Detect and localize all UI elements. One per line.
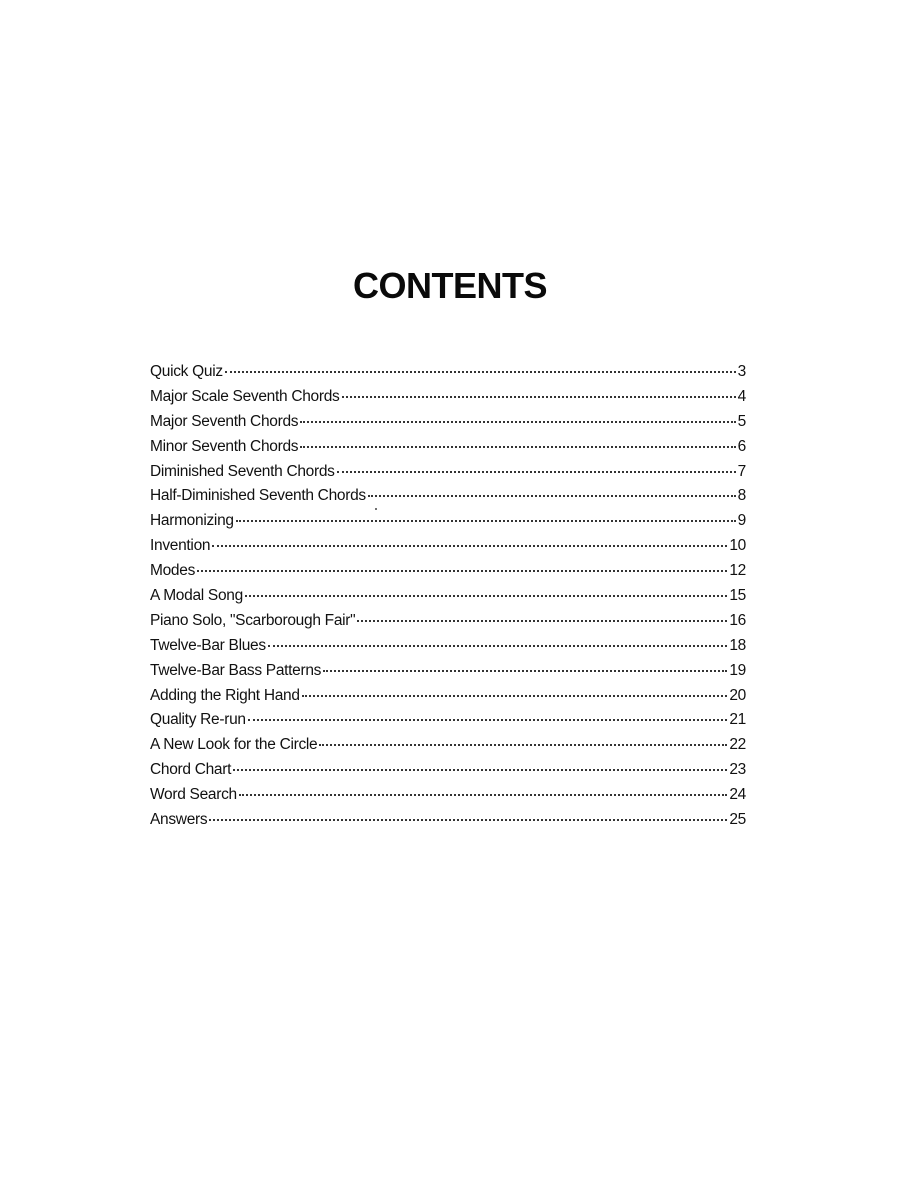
dot-leader <box>212 531 727 547</box>
dot-leader <box>268 631 728 647</box>
dot-leader <box>368 481 736 497</box>
dot-leader <box>197 556 727 572</box>
toc-entry-title: Harmonizing <box>150 512 234 530</box>
toc-entry-title: Major Scale Seventh Chords <box>150 387 340 405</box>
dot-leader <box>342 382 736 398</box>
toc-entry-title: Piano Solo, "Scarborough Fair" <box>150 611 356 629</box>
toc-entry-title: Twelve-Bar Blues <box>150 636 266 654</box>
toc-entry-page-number: 22 <box>729 736 746 754</box>
toc-entry-page-number: 12 <box>729 562 746 580</box>
scan-speck <box>375 508 377 510</box>
toc-entry-title: A New Look for the Circle <box>150 736 318 754</box>
toc-entry-title: Chord Chart <box>150 761 232 779</box>
toc-entry-title: Minor Seventh Chords <box>150 437 299 455</box>
toc-entry-title: Twelve-Bar Bass Patterns <box>150 661 322 679</box>
dot-leader <box>225 357 736 373</box>
dot-leader <box>239 780 727 796</box>
toc-entry-title: Word Search <box>150 786 237 804</box>
toc-entry-page-number: 10 <box>729 537 746 555</box>
toc-entry-title: Quick Quiz <box>150 363 223 380</box>
toc-entry-page-number: 20 <box>729 686 746 704</box>
toc-entry <box>150 808 746 833</box>
toc-entry-title: Diminished Seventh Chords <box>150 462 335 480</box>
toc-entry-page-number: 7 <box>737 462 746 480</box>
toc-entry-title: Invention <box>150 537 211 555</box>
toc-entry-title: Half-Diminished Seventh Chords <box>150 487 366 505</box>
toc-entry-page-number: 25 <box>729 811 746 829</box>
toc-entry-title: Adding the Right Hand <box>150 686 300 704</box>
dot-leader <box>323 656 727 672</box>
toc-entry-title: A Modal Song <box>150 587 243 605</box>
toc-entry-title: Quality Re-run <box>150 711 246 729</box>
toc-entry-title: Major Seventh Chords <box>150 412 299 430</box>
toc-entry-page-number: 16 <box>729 611 746 629</box>
toc-entry-page-number: 5 <box>737 412 746 430</box>
toc-entry-page-number: 23 <box>729 761 746 779</box>
dot-leader <box>236 506 736 522</box>
dot-leader <box>245 581 727 597</box>
table-of-contents <box>150 360 746 833</box>
dot-leader <box>300 432 735 448</box>
dot-leader <box>209 805 727 821</box>
dot-leader <box>300 407 735 423</box>
dot-leader <box>248 705 728 721</box>
toc-entry-page-number: 21 <box>729 711 746 729</box>
dot-leader <box>233 755 727 771</box>
toc-entry-page-number: 6 <box>737 437 746 455</box>
toc-entry-page-number: 15 <box>729 587 746 605</box>
toc-entry-page-number: 9 <box>737 512 746 530</box>
dot-leader <box>302 681 728 697</box>
toc-entry-page-number: 24 <box>729 786 746 804</box>
toc-entry-page-number: 3 <box>737 363 746 380</box>
dot-leader <box>319 730 727 746</box>
page-title: CONTENTS <box>353 265 547 306</box>
dot-leader <box>337 457 736 473</box>
dot-leader <box>357 606 727 622</box>
toc-entry-page-number: 18 <box>729 636 746 654</box>
toc-entry-title: Answers <box>150 811 208 829</box>
toc-entry-page-number: 8 <box>737 487 746 505</box>
toc-entry-page-number: 4 <box>737 387 746 405</box>
toc-entry-page-number: 19 <box>729 661 746 679</box>
toc-entry-title: Modes <box>150 562 196 580</box>
